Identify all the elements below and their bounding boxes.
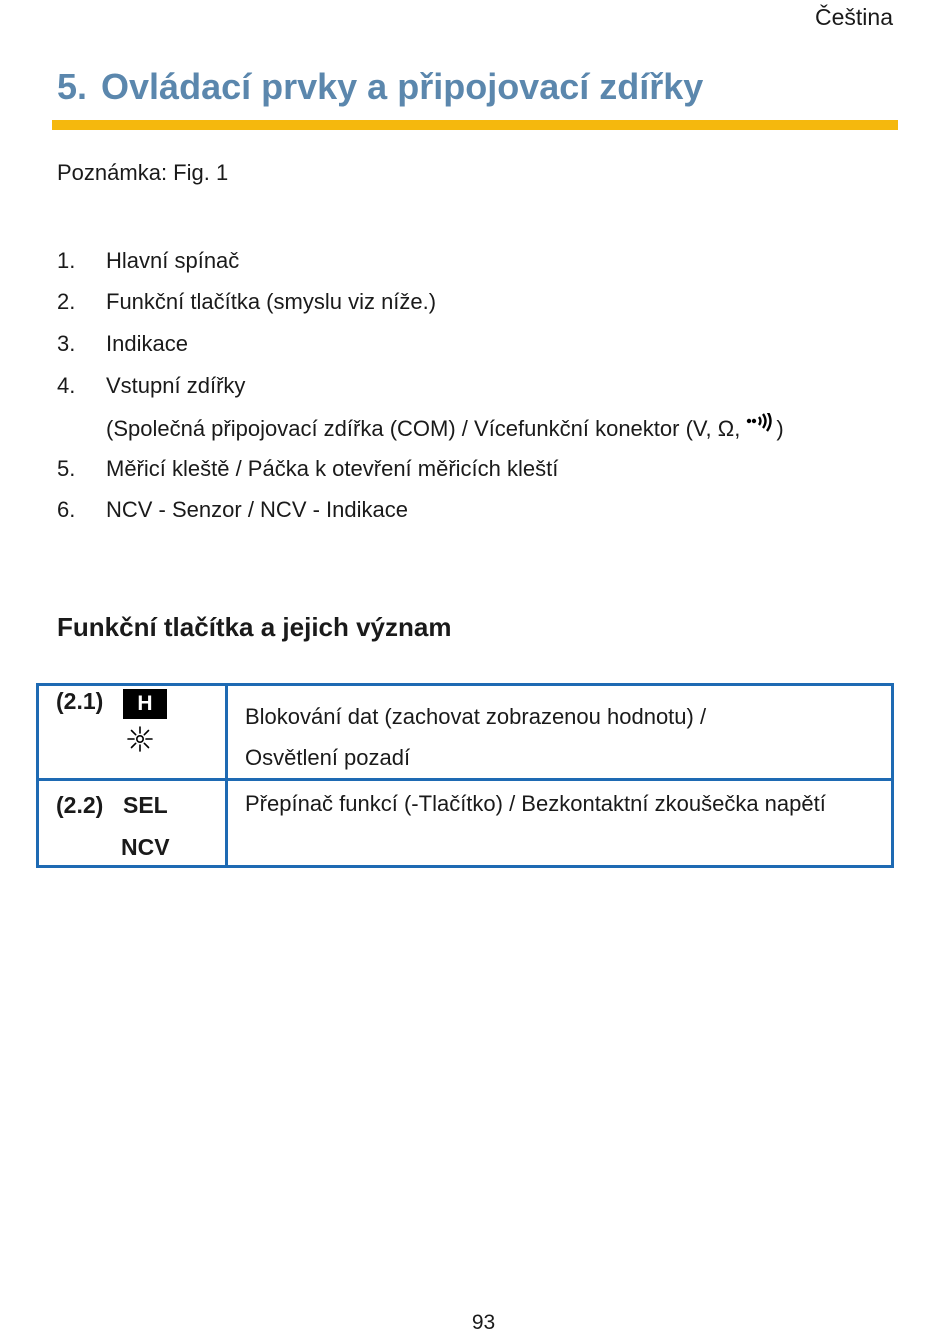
- list-item-text: Měřicí kleště / Páčka k otevření měřicích kleští: [106, 455, 559, 481]
- table-row: [38, 780, 893, 867]
- button-code: (2.1): [56, 688, 104, 714]
- ncv-button-label: NCV: [121, 834, 170, 860]
- sel-button-label: SEL: [123, 792, 168, 818]
- list-item: [57, 490, 897, 532]
- list-item-text: Hlavní spínač: [106, 247, 240, 273]
- list-item-number: 5.: [57, 455, 76, 481]
- function-buttons-table: [36, 683, 894, 868]
- list-item-text: Indikace: [106, 330, 188, 356]
- list-item-number: 6.: [57, 497, 76, 523]
- button-description-cell: [227, 685, 893, 780]
- heading-rule: [52, 120, 898, 130]
- button-key-cell: [38, 780, 227, 867]
- button-key-cell: [38, 685, 227, 780]
- list-item: [57, 323, 897, 365]
- list-item: [57, 282, 897, 324]
- list-item-number: 1.: [57, 247, 76, 273]
- list-item-number: 3.: [57, 330, 76, 356]
- section-title: Ovládací prvky a připojovací zdířky: [101, 66, 704, 107]
- table-row: [38, 685, 893, 780]
- list-item: [57, 240, 897, 282]
- button-description-cell: [227, 780, 893, 867]
- list-item-continuation: [57, 406, 897, 448]
- backlight-sun-icon: [127, 726, 153, 752]
- continuity-sound-icon: [746, 413, 774, 439]
- list-item: [57, 365, 897, 407]
- page-number: 93: [471, 1311, 496, 1334]
- button-description-line: Přepínač funkcí (-Tlačítko) / Bezkontaktní zkoušečka napětí: [245, 791, 826, 816]
- list-item-text: NCV - Senzor / NCV - Indikace: [106, 497, 408, 523]
- section-number: 5.: [57, 66, 88, 107]
- hold-button-badge: H: [123, 689, 167, 719]
- list-item-text: (Společná připojovací zdířka (COM) / Vícefunkční konektor (V, Ω, ): [106, 413, 784, 442]
- language-label: Čeština: [815, 4, 893, 30]
- button-description-line: Osvětlení pozadí: [245, 745, 411, 770]
- button-description-line: Blokování dat (zachovat zobrazenou hodnotu) /: [245, 704, 707, 729]
- function-buttons-heading: Funkční tlačítka a jejich význam: [57, 612, 452, 642]
- list-item-text: Vstupní zdířky: [106, 372, 246, 398]
- button-code: (2.2): [56, 792, 104, 818]
- component-list: [57, 240, 897, 531]
- section-heading: [57, 66, 703, 108]
- list-item: [57, 448, 897, 490]
- figure-note: Poznámka: Fig. 1: [57, 160, 229, 185]
- list-item-text: Funkční tlačítka (smyslu viz níže.): [106, 289, 437, 315]
- list-item-number: 4.: [57, 372, 76, 398]
- list-item-number: 2.: [57, 289, 76, 315]
